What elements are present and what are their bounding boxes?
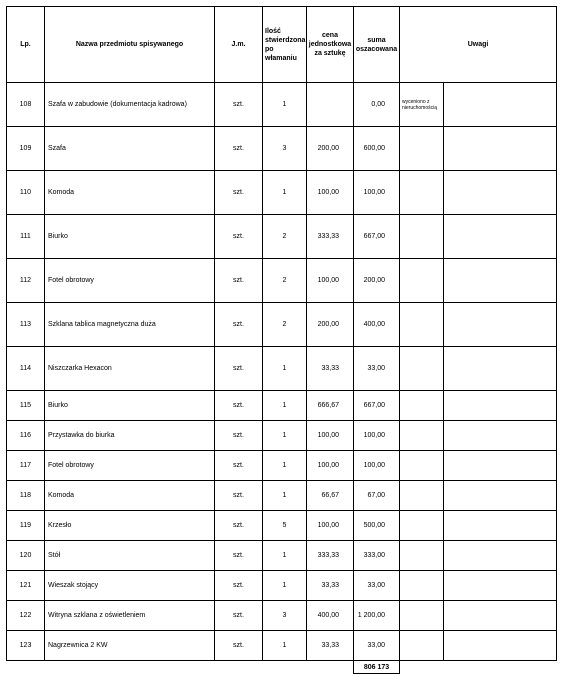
row-remark-extra [444,571,557,601]
row-lp: 119 [7,511,45,541]
row-item-name: Biurko [45,215,215,259]
row-unit-price [307,83,354,127]
row-sum: 67,00 [354,481,400,511]
inventory-table-container [6,6,556,674]
table-row [7,391,557,421]
row-sum: 667,00 [354,215,400,259]
row-sum: 33,00 [354,571,400,601]
table-row [7,259,557,303]
row-unit: szt. [215,171,263,215]
row-item-name: Komoda [45,481,215,511]
row-unit: szt. [215,571,263,601]
row-remark [400,541,444,571]
row-sum: 400,00 [354,303,400,347]
row-remark [400,571,444,601]
row-unit: szt. [215,541,263,571]
row-quantity: 1 [263,451,307,481]
table-row [7,303,557,347]
row-remark [400,259,444,303]
row-item-name: Przystawka do biurka [45,421,215,451]
row-item-name: Fotel obrotowy [45,259,215,303]
table-row [7,421,557,451]
row-quantity: 1 [263,391,307,421]
row-item-name: Niszczarka Hexacon [45,347,215,391]
row-sum: 667,00 [354,391,400,421]
col-header-sum: suma oszacowana [354,7,400,83]
row-remark [400,451,444,481]
row-remark-extra [444,511,557,541]
row-remark-extra [444,171,557,215]
row-quantity: 1 [263,421,307,451]
total-row-spacer [7,661,354,674]
row-item-name: Biurko [45,391,215,421]
table-header-row [7,7,557,83]
row-unit: szt. [215,421,263,451]
row-remark-extra [444,259,557,303]
row-remark [400,631,444,661]
row-remark [400,303,444,347]
row-sum: 100,00 [354,171,400,215]
row-remark [400,481,444,511]
row-lp: 118 [7,481,45,511]
row-unit: szt. [215,127,263,171]
row-sum: 33,00 [354,631,400,661]
row-sum: 0,00 [354,83,400,127]
row-item-name: Fotel obrotowy [45,451,215,481]
row-item-name: Krzesło [45,511,215,541]
table-row [7,83,557,127]
col-header-remarks: Uwagi [400,7,557,83]
row-unit: szt. [215,601,263,631]
table-row [7,481,557,511]
row-sum: 200,00 [354,259,400,303]
table-row [7,347,557,391]
row-remark [400,421,444,451]
table-row [7,541,557,571]
table-row [7,601,557,631]
row-remark-extra [444,601,557,631]
row-lp: 110 [7,171,45,215]
row-lp: 120 [7,541,45,571]
table-row [7,171,557,215]
row-lp: 108 [7,83,45,127]
row-lp: 123 [7,631,45,661]
row-unit-price: 33,33 [307,631,354,661]
table-row [7,451,557,481]
row-unit: szt. [215,83,263,127]
row-unit: szt. [215,347,263,391]
row-quantity: 5 [263,511,307,541]
row-quantity: 2 [263,303,307,347]
row-lp: 109 [7,127,45,171]
table-row [7,511,557,541]
row-remark-extra [444,631,557,661]
row-item-name: Nagrzewnica 2 KW [45,631,215,661]
row-sum: 100,00 [354,451,400,481]
row-unit-price: 400,00 [307,601,354,631]
row-item-name: Wieszak stojący [45,571,215,601]
row-unit: szt. [215,481,263,511]
row-lp: 112 [7,259,45,303]
row-item-name: Witryna szklana z oświetleniem [45,601,215,631]
row-lp: 122 [7,601,45,631]
row-quantity: 1 [263,171,307,215]
row-unit-price: 200,00 [307,303,354,347]
row-unit-price: 100,00 [307,171,354,215]
row-lp: 121 [7,571,45,601]
row-remark-extra [444,541,557,571]
row-unit-price: 100,00 [307,421,354,451]
row-lp: 116 [7,421,45,451]
row-item-name: Szafa [45,127,215,171]
row-unit: szt. [215,451,263,481]
table-row [7,215,557,259]
row-sum: 500,00 [354,511,400,541]
row-quantity: 1 [263,571,307,601]
row-unit-price: 100,00 [307,511,354,541]
row-remark [400,127,444,171]
row-unit: szt. [215,511,263,541]
col-header-quantity: Ilość stwierdzona po włamaniu [263,7,307,83]
row-lp: 113 [7,303,45,347]
row-unit-price: 100,00 [307,451,354,481]
row-quantity: 1 [263,83,307,127]
row-remark [400,347,444,391]
row-item-name: Stół [45,541,215,571]
row-sum: 600,00 [354,127,400,171]
col-header-lp: Lp. [7,7,45,83]
row-sum: 100,00 [354,421,400,451]
row-quantity: 1 [263,481,307,511]
row-remark [400,601,444,631]
row-remark-extra [444,83,557,127]
row-unit-price: 200,00 [307,127,354,171]
table-row [7,127,557,171]
row-quantity: 2 [263,259,307,303]
row-lp: 117 [7,451,45,481]
row-sum: 333,00 [354,541,400,571]
table-body [7,83,557,661]
row-remark [400,215,444,259]
total-row-spacer-right [400,661,557,674]
total-row [7,661,557,674]
col-header-unit: J.m. [215,7,263,83]
row-unit-price: 66,67 [307,481,354,511]
row-item-name: Komoda [45,171,215,215]
row-sum: 1 200,00 [354,601,400,631]
row-unit-price: 33,33 [307,347,354,391]
row-remark-extra [444,127,557,171]
row-unit-price: 333,33 [307,541,354,571]
row-lp: 114 [7,347,45,391]
row-remark-extra [444,421,557,451]
row-sum: 33,00 [354,347,400,391]
row-quantity: 3 [263,127,307,171]
row-quantity: 2 [263,215,307,259]
total-sum: 806 173 [354,661,400,674]
table-row [7,571,557,601]
col-header-name: Nazwa przedmiotu spisywanego [45,7,215,83]
row-quantity: 1 [263,347,307,391]
row-unit: szt. [215,631,263,661]
table-row [7,631,557,661]
row-remark-extra [444,391,557,421]
row-unit: szt. [215,259,263,303]
row-lp: 115 [7,391,45,421]
row-remark [400,511,444,541]
row-item-name: Szklana tablica magnetyczna duża [45,303,215,347]
row-unit-price: 100,00 [307,259,354,303]
row-remark [400,171,444,215]
row-unit-price: 33,33 [307,571,354,601]
row-remark-extra [444,451,557,481]
row-lp: 111 [7,215,45,259]
row-unit: szt. [215,303,263,347]
row-remark-extra [444,347,557,391]
col-header-unit-price: cena jednostkowa za sztukę [307,7,354,83]
row-item-name: Szafa w zabudowie (dokumentacja kadrowa) [45,83,215,127]
row-remark-extra [444,481,557,511]
row-unit: szt. [215,391,263,421]
row-quantity: 3 [263,601,307,631]
row-remark-extra [444,215,557,259]
row-unit-price: 333,33 [307,215,354,259]
row-unit-price: 666,67 [307,391,354,421]
inventory-table [6,6,557,674]
row-quantity: 1 [263,631,307,661]
row-remark: wyceniono z nieruchomością [400,83,444,127]
row-unit: szt. [215,215,263,259]
row-quantity: 1 [263,541,307,571]
row-remark-extra [444,303,557,347]
row-remark [400,391,444,421]
